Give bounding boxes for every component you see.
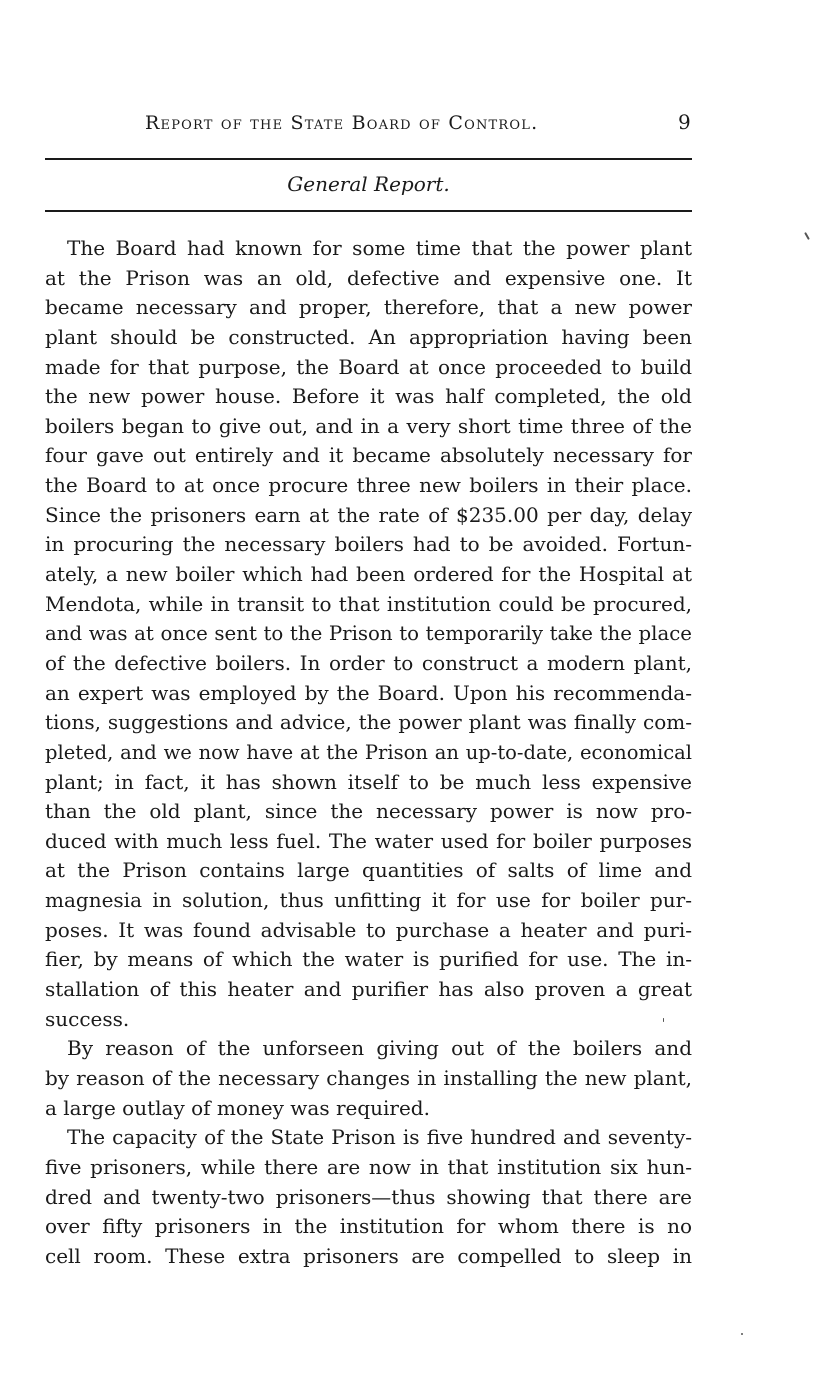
text-line: than the old plant, since the necessary power is now pro- — [45, 799, 692, 824]
text-line: the new power house. Before it was half completed, the old — [45, 384, 692, 409]
text-line: boilers began to give out, and in a very short time three of the — [45, 413, 692, 438]
text-line: The Board had known for some time that the power plant — [67, 236, 692, 260]
header-rule-bottom — [45, 210, 692, 212]
text-line: at the Prison was an old, defective and expensive one. It — [45, 265, 692, 290]
header-rule-top — [45, 158, 692, 160]
text-line: and was at once sent to the Prison to temporarily take the place — [45, 622, 692, 646]
text-line: duced with much less fuel. The water used for boiler purposes — [45, 828, 692, 853]
text-line: five prisoners, while there are now in that institution six hun- — [45, 1154, 692, 1179]
text-line: in procuring the necessary boilers had to be avoided. Fortun- — [45, 532, 692, 557]
text-line: an expert was employed by the Board. Upon his recommenda- — [45, 680, 692, 705]
text-line: tions, suggestions and advice, the power plant was finally com- — [45, 710, 692, 735]
page-number: 9 — [678, 110, 691, 134]
text-line: ately, a new boiler which had been ordered for the Hospital at — [45, 562, 692, 587]
text-line: magnesia in solution, thus unfitting it for use for boiler pur- — [45, 888, 692, 913]
text-line: became necessary and proper, therefore, that a new power — [45, 295, 692, 320]
text-line: Mendota, while in transit to that institution could be procured, — [45, 591, 692, 616]
text-line: stallation of this heater and purifier has also proven a great — [45, 977, 692, 1002]
text-line: at the Prison contains large quantities of salts of lime and — [45, 858, 692, 883]
text-line: made for that purpose, the Board at once proceeded to build — [45, 354, 692, 379]
text-line: cell room. These extra prisoners are compelled to sleep in — [45, 1243, 692, 1268]
section-heading: General Report. — [287, 172, 450, 196]
text-line: plant should be constructed. An appropriation having been — [45, 324, 692, 349]
text-line: by reason of the necessary changes in installing the new plant, — [45, 1065, 692, 1090]
text-line: plant; in fact, it has shown itself to be much less expensive — [45, 769, 692, 794]
text-line: poses. It was found advisable to purchase a heater and puri- — [45, 917, 692, 942]
text-line: of the defective boilers. In order to construct a modern plant, — [45, 650, 692, 675]
scan-speck — [804, 232, 810, 240]
text-line: four gave out entirely and it became absolutely necessary for — [45, 443, 692, 468]
text-line: dred and twenty-two prisoners—thus showing that there are — [45, 1184, 692, 1209]
scan-speck — [741, 1333, 743, 1335]
text-line: success. — [45, 1006, 130, 1031]
text-line: pleted, and we now have at the Prison an up-to-date, economical — [45, 740, 692, 764]
text-line: Since the prisoners earn at the rate of $235.00 per day, delay — [45, 502, 692, 527]
text-line: a large outlay of money was required. — [45, 1095, 430, 1120]
text-line: the Board to at once procure three new boilers in their place. — [45, 473, 692, 498]
text-line: By reason of the unforseen giving out of the boilers and — [67, 1036, 692, 1061]
body-text — [45, 234, 692, 1271]
text-line: The capacity of the State Prison is five hundred and seventy- — [67, 1125, 692, 1150]
text-line: over fifty prisoners in the institution for whom there is no — [45, 1214, 692, 1239]
running-header: Report of the State Board of Control. — [145, 112, 539, 134]
text-line: fier, by means of which the water is purified for use. The in- — [45, 947, 692, 972]
scan-speck — [663, 1018, 664, 1022]
